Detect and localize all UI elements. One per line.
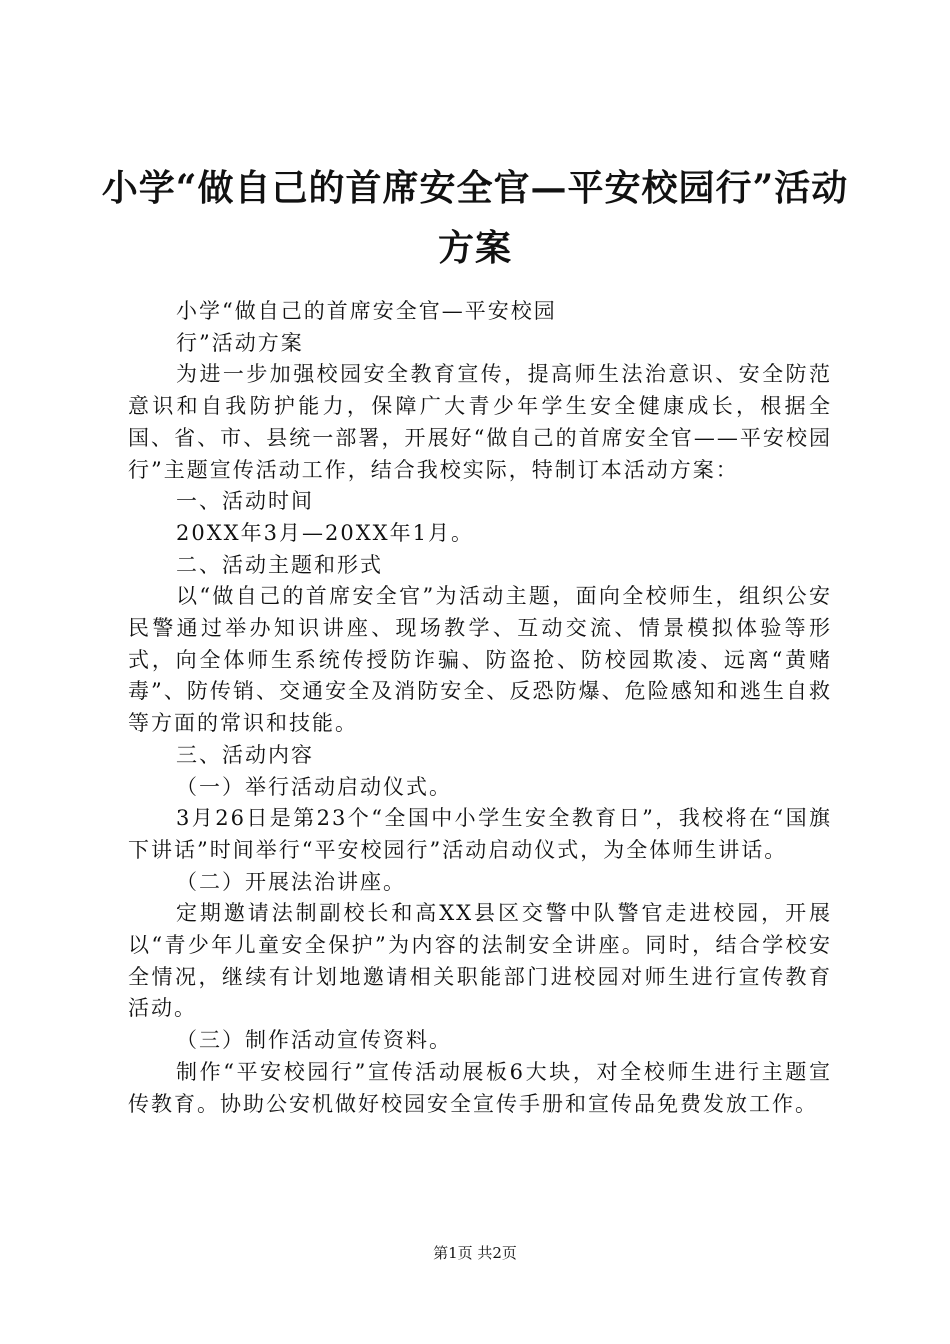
paragraph-intro: 为进一步加强校园安全教育宣传，提高师生法治意识、安全防范意识和自我防护能力，保障广大青少年学生安全健康成长，根据全国、省、市、县统一部署，开展好“做自己的首席安全官——平安校园行”主题宣传活动工作，结合我校实际，特制订本活动方案： [128,362,832,482]
paragraph-launch-ceremony: 3月26日是第23个“全国中小学生安全教育日”，我校将在“国旗下讲话”时间举行“平安校园行”活动启动仪式，为全体师生讲话。 [128,806,832,862]
document-body [128,296,832,1120]
document-title: 小学“做自己的首席安全官—平安校园行”活动方案 [101,167,849,269]
page-footer: 第1页 共2页 [433,1244,517,1262]
section-heading-theme: 二、活动主题和形式 [176,552,383,577]
paragraph-law-lecture: 定期邀请法制副校长和高XX县区交警中队警官走进校园，开展以“青少年儿童安全保护”为内容的法制安全讲座。同时，结合学校安全情况，继续有计划地邀请相关职能部门进校园对师生进行宣传教育活动。 [128,901,832,1021]
section-heading-content: 三、活动内容 [176,742,314,767]
paragraph-subtitle-line-2: 行”活动方案 [176,330,304,355]
subheading-materials: （三）制作活动宣传资料。 [176,1028,452,1053]
paragraph-time-range: 20XX年3月—20XX年1月。 [176,520,474,545]
paragraph-materials: 制作“平安校园行”宣传活动展板6大块，对全校师生进行主题宣传教育。协助公安机做好校园安全宣传手册和宣传品免费发放工作。 [128,1059,832,1116]
subheading-law-lecture: （二）开展法治讲座。 [176,869,406,894]
paragraph-theme: 以“做自己的首席安全官”为活动主题，面向全校师生，组织公安民警通过举办知识讲座、现场教学、互动交流、情景模拟体验等形式，向全体师生系统传授防诈骗、防盗抢、防校园欺凌、远离“黄赌毒”、防传销、交通安全及消防安全、反恐防爆、危险感知和逃生自救等方面的常识和技能。 [128,584,832,736]
section-heading-time: 一、活动时间 [176,489,314,514]
subheading-launch-ceremony: （一）举行活动启动仪式。 [176,774,452,799]
paragraph-subtitle-line-1: 小学“做自己的首席安全官—平安校园 [176,299,557,323]
